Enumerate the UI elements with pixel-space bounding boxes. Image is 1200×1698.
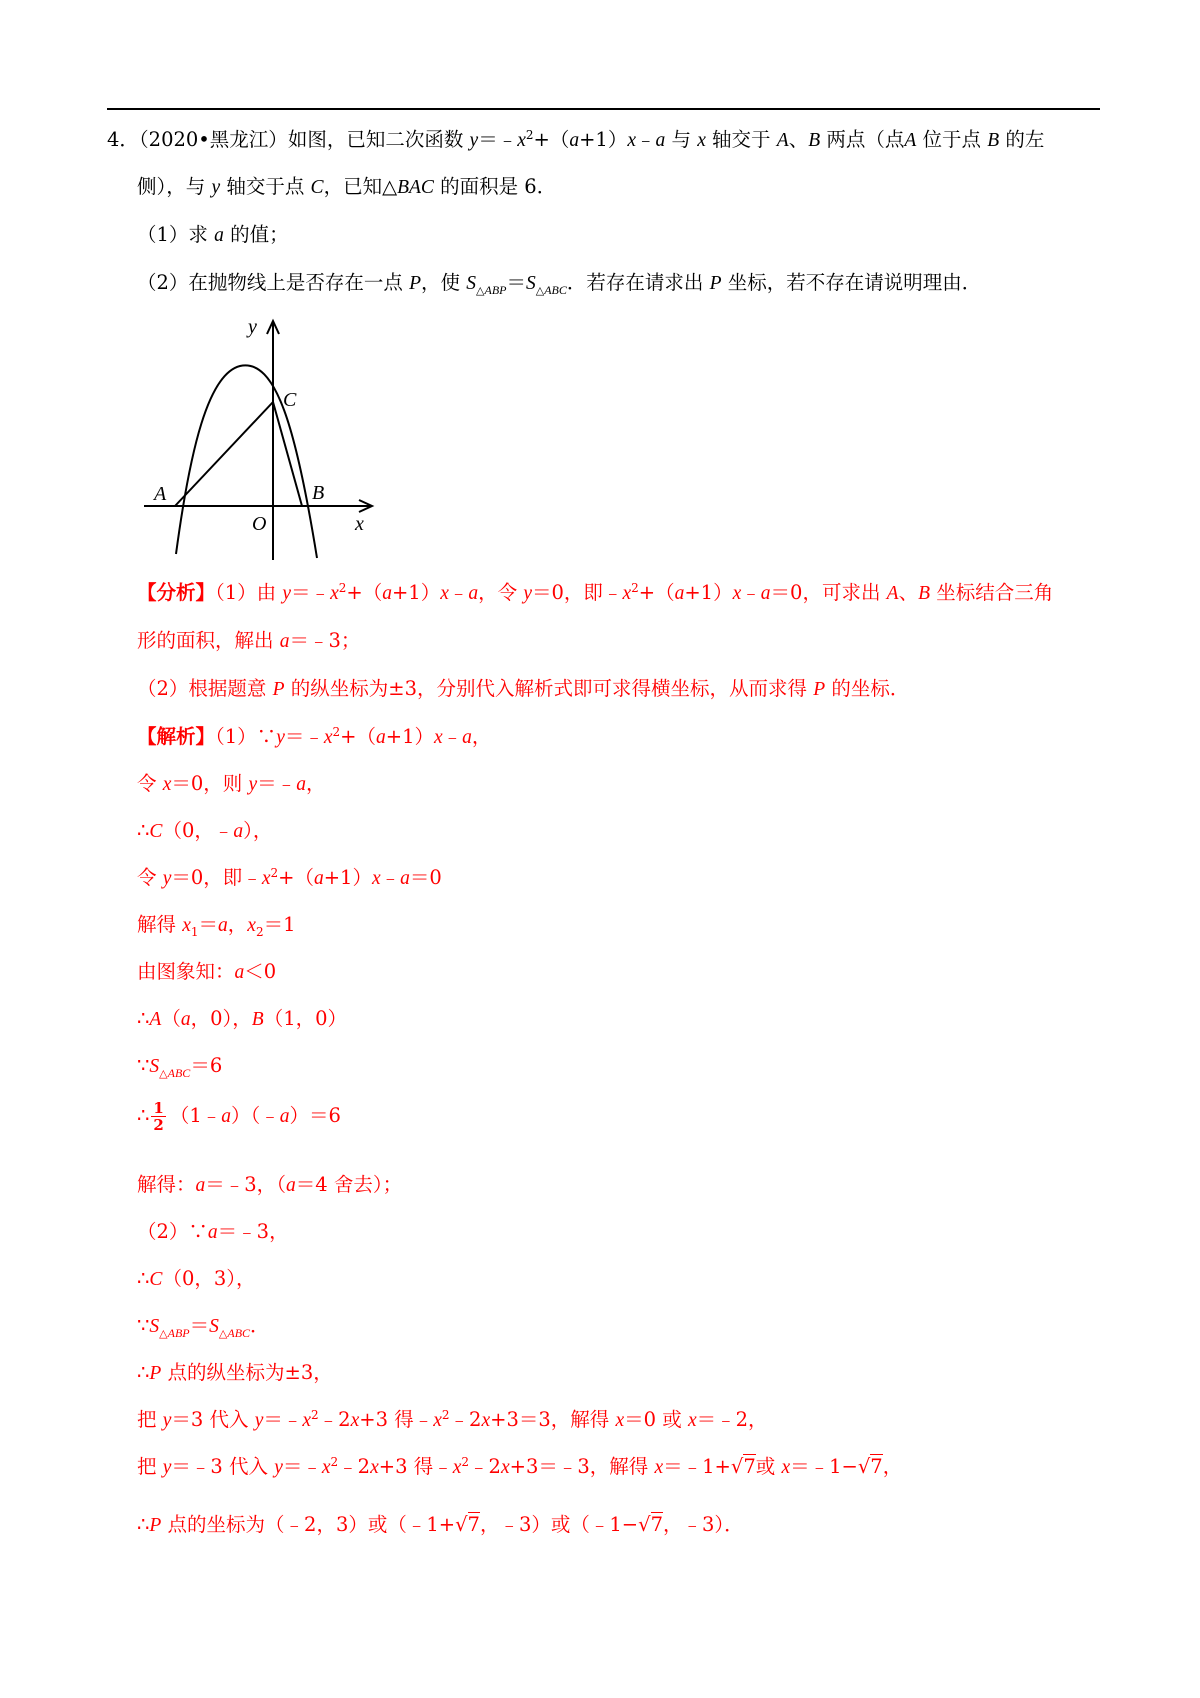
solution-line-2: 令 x＝0，则 y＝﹣a， [137, 772, 326, 795]
solution-line-5: 解得 $x_1=a$，$x_2=1$ [137, 913, 296, 939]
parabola-figure [138, 318, 378, 560]
solution-line-14: ∴P 点的纵坐标为±3， [137, 1361, 333, 1384]
top-rule [107, 108, 1100, 110]
solution-line-7: ∴A（a，0），B（1，0） [137, 1007, 348, 1030]
analysis-line-1: 【分析】（1）由 $y=﹣x^2+(a+1)x﹣a$，令 y＝0，即$﹣x^2+(a+1)x﹣a=0$，可求出 A、B 坐标结合三角 [137, 581, 1054, 604]
label-C: C [283, 389, 297, 411]
label-B: B [312, 482, 325, 504]
solution-line-13: $\because S_{\triangle ABP}=S_{\triangle ABC}$． [137, 1314, 270, 1340]
solution-line-9: ∴ $\frac{1}{2}$ （1﹣a）（﹣a）＝6 [137, 1099, 341, 1134]
segment-AC [175, 402, 273, 506]
label-y: y [248, 318, 257, 338]
solution-line-8: $\because S_{\triangle ABC}=6$ [137, 1054, 223, 1080]
solution-line-1: 【解析】$(1)\because y=﹣x^2+(a+1)x﹣a$， [137, 725, 492, 748]
solution-line-15: 把 y＝3 代入 $y=﹣x^2﹣2x+3$ 得$﹣x^2﹣2x+3=3$，解得 x＝0 或 x＝﹣2， [137, 1408, 768, 1431]
question-2: （2）在抛物线上是否存在一点 P，使 $S_{\triangle ABP}=S_{\triangle ABC}$．若存在请求出 P 坐标，若不存在请说明理由． [137, 271, 982, 297]
problem-line-2: 侧），与 y 轴交于点 C，已知△BAC 的面积是 6． [137, 175, 557, 198]
fraction-one-half: $\frac{1}{2}$ [153, 1099, 164, 1134]
question-1: （1）求 a 的值； [137, 223, 289, 246]
analysis-line-3: （2）根据题意 P 的纵坐标为±3，分别代入解析式即可求得横坐标，从而求得 P 的坐标． [137, 677, 910, 700]
solution-line-11: （2）∵a＝﹣3， [137, 1220, 289, 1243]
solution-line-3: ∴C（0，﹣a）， [137, 819, 273, 842]
label-O: O [252, 513, 267, 535]
solution-line-12: ∴C（0，3）， [137, 1267, 256, 1290]
problem-line-1: 4．（2020•黑龙江）如图，已知二次函数 $y=﹣x^2+(a+1)x﹣a$ 与 x 轴交于 A、B 两点（点A 位于点 B 的左 [107, 128, 1045, 151]
solution-line-10: 解得：a＝﹣3，（a＝4 舍去）； [137, 1173, 403, 1196]
label-x: x [355, 513, 364, 535]
label-A: A [154, 483, 167, 505]
solution-line-16: 把 y＝﹣3 代入 $y=﹣x^2﹣2x+3$ 得$﹣x^2﹣2x+3=﹣3$，解得 x＝﹣1+√7或 x＝﹣1−√7， [137, 1455, 903, 1478]
solution-line-4: 令 y＝0，即$﹣x^2+(a+1)x﹣a=0$ [137, 866, 442, 889]
analysis-line-2: 形的面积，解出 a＝﹣3； [137, 629, 361, 652]
solution-line-17: ∴P 点的坐标为（﹣2，3）或（﹣1+√7，﹣3）或（﹣1−√7，﹣3）． [137, 1513, 744, 1536]
solution-line-6: 由图象知：a＜0 [137, 960, 277, 983]
